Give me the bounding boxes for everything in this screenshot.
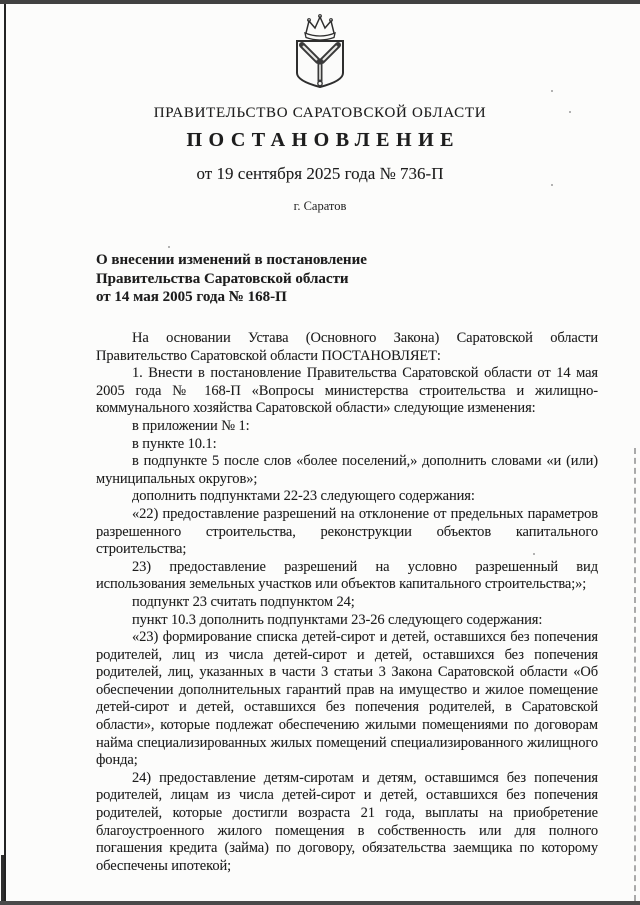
- document-title-line: от 14 мая 2005 года № 168-П: [96, 289, 287, 305]
- paragraph-clause-10-1: в пункте 10.1:: [132, 435, 217, 452]
- document-title-line: О внесении изменений в постановление: [96, 252, 367, 268]
- paragraph-new-subclause-23: «23) формирование списка детей-сирот и детей, оставшихся без попечения родителей, лиц из числа детей-сирот и детей, оставшихся без попечения родителей, лиц, указанных в части 3 статьи 3 Закона Саратовской области «Об обеспечении дополнительных гарантий прав на имущество и жилое помещение детей-сирот и детей, оставшихся без попечения родителей, в Саратовской области», которые подлежат обеспечению жилыми помещениями по договорам найма специализированных жилых помещений специализированного жилищного фонда;: [96, 629, 598, 769]
- paragraph-clause-10-3-amendment: пункт 10.3 дополнить подпунктами 23-26 следующего содержания:: [132, 611, 543, 628]
- document-date-number: от 19 сентября 2025 года № 736-П: [196, 164, 444, 183]
- paragraph-annex-ref: в приложении № 1:: [132, 417, 250, 434]
- paragraph-new-subclause-24: 24) предоставление детям-сиротам и детям, оставшимся без попечения родителей, лицам из числа детей-сирот и детей, оставшихся без попечения родителей, которые достигли возраста 21 года, выплаты на приобретение благоустроенного жилого помещения в собственность или для полного погашения кредита (займа) по договору, обязательства заемщика по которому обеспечены ипотекой;: [96, 769, 598, 874]
- document-title-line: Правительства Саратовской области: [96, 270, 349, 287]
- paragraph-subclause-5-amendment: в подпункте 5 после слов «более поселений,» дополнить словами «и (или) муниципальных округов»;: [96, 453, 598, 487]
- paragraph-subclause-22: «22) предоставление разрешений на отклонение от предельных параметров разрешенного строительства, реконструкции объектов капитального строительства;: [96, 505, 598, 558]
- scan-edge-left-corner: [1, 855, 4, 901]
- scan-edge-right-dashed: [634, 448, 636, 901]
- authority-name: ПРАВИТЕЛЬСТВО САРАТОВСКОЙ ОБЛАСТИ: [153, 105, 487, 121]
- saratov-coat-of-arms-icon: [0, 13, 640, 96]
- paragraph-subclause-23: 23) предоставление разрешений на условно разрешенный вид использования земельных участков или объектов капитального строительства;»;: [96, 558, 598, 593]
- scan-edge-bottom: [0, 901, 640, 905]
- scan-edge-top: [0, 0, 640, 4]
- document-type-heading: ПОСТАНОВЛЕНИЕ: [186, 129, 460, 151]
- scan-speck: [168, 246, 170, 248]
- document-body: [96, 330, 598, 875]
- scan-speck: [551, 184, 553, 186]
- paragraph-item-1: 1. Внести в постановление Правительства Саратовской области от 14 мая 2005 года № 168-П «Вопросы министерства строительства и жилищно-коммунального хозяйства Саратовской области» следующие изменения:: [96, 365, 598, 417]
- paragraph-preamble: На основании Устава (Основного Закона) Саратовской области Правительство Саратовской области ПОСТАНОВЛЯЕТ:: [96, 330, 598, 364]
- document-city: г. Саратов: [293, 199, 347, 213]
- document-title: [96, 251, 476, 307]
- paragraph-add-subclauses-22-23: дополнить подпунктами 22-23 следующего содержания:: [132, 488, 475, 505]
- paragraph-renumber-23-to-24: подпункт 23 считать подпунктом 24;: [132, 593, 355, 610]
